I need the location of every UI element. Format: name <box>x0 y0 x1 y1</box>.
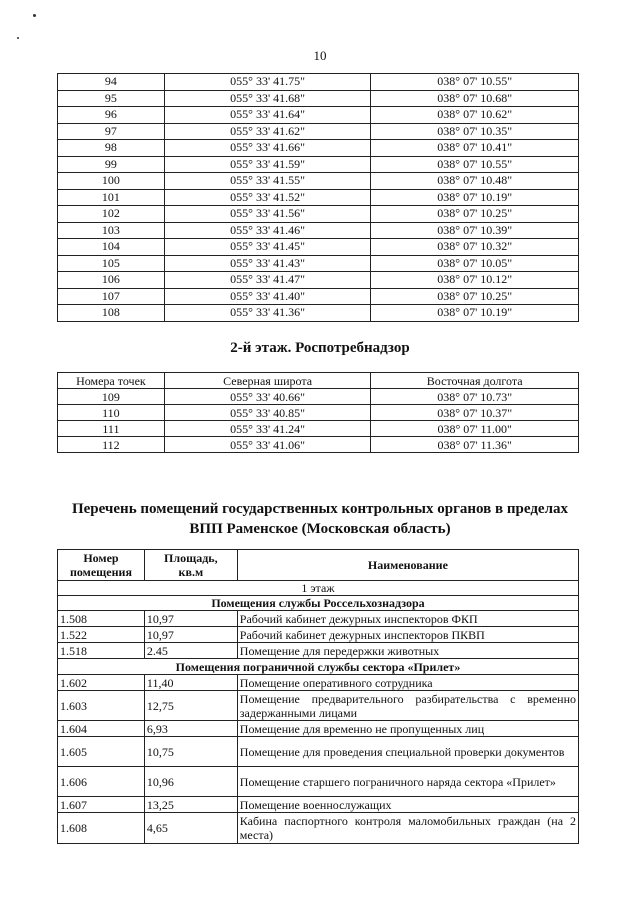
coordinates-row <box>58 173 579 190</box>
longitude-cell: 038° 07' 10.37" <box>371 405 579 421</box>
area-cell: 10,96 <box>144 767 237 797</box>
point-number-cell: 101 <box>58 189 165 206</box>
room-row <box>58 611 579 627</box>
room-row <box>58 797 579 813</box>
scan-speck <box>17 37 19 39</box>
longitude-cell: 038° 07' 10.12" <box>371 272 579 289</box>
coordinates-table-2 <box>57 372 579 453</box>
room-name-cell: Помещение старшего пограничного наряда сектора «Прилет» <box>237 767 578 797</box>
latitude-cell: 055° 33' 41.55" <box>164 173 371 190</box>
area-cell: 11,40 <box>144 675 237 691</box>
coordinates-row <box>58 206 579 223</box>
coordinates-row <box>58 272 579 289</box>
room-row <box>58 813 579 844</box>
point-number-cell: 110 <box>58 405 165 421</box>
coordinates-row <box>58 305 579 322</box>
list-title-line-1: Перечень помещений государственных контрольных органов в пределах <box>71 501 568 517</box>
area-cell: 13,25 <box>144 797 237 813</box>
coordinates-row <box>58 405 579 421</box>
longitude-cell: 038° 07' 10.62" <box>371 107 579 124</box>
point-number-cell: 112 <box>58 437 165 453</box>
point-number-cell: 103 <box>58 222 165 239</box>
point-number-cell: 95 <box>58 90 165 107</box>
room-number-cell: 1.607 <box>58 797 145 813</box>
longitude-cell: 038° 07' 10.39" <box>371 222 579 239</box>
point-number-cell: 102 <box>58 206 165 223</box>
latitude-cell: 055° 33' 41.47" <box>164 272 371 289</box>
room-name-cell: Помещение для проведения специальной проверки документов <box>237 737 578 767</box>
room-number-cell: 1.605 <box>58 737 145 767</box>
room-name-cell: Помещение для передержки животных <box>237 643 578 659</box>
page-number: 10 <box>313 48 327 63</box>
room-number-cell: 1.508 <box>58 611 145 627</box>
point-number-cell: 96 <box>58 107 165 124</box>
latitude-cell: 055° 33' 41.24" <box>164 421 371 437</box>
area-cell: 6,93 <box>144 721 237 737</box>
room-number-cell: 1.603 <box>58 691 145 721</box>
room-name-cell: Помещение для временно не пропущенных лиц <box>237 721 578 737</box>
column-header-latitude: Северная широта <box>164 373 371 389</box>
room-name-cell: Помещение военнослужащих <box>237 797 578 813</box>
latitude-cell: 055° 33' 41.62" <box>164 123 371 140</box>
coordinates-row <box>58 123 579 140</box>
room-name-cell: Рабочий кабинет дежурных инспекторов ФКП <box>237 611 578 627</box>
longitude-cell: 038° 07' 10.19" <box>371 305 579 322</box>
latitude-cell: 055° 33' 41.06" <box>164 437 371 453</box>
room-row <box>58 721 579 737</box>
area-cell: 12,75 <box>144 691 237 721</box>
area-cell: 10,97 <box>144 627 237 643</box>
longitude-cell: 038° 07' 10.41" <box>371 140 579 157</box>
latitude-cell: 055° 33' 40.85" <box>164 405 371 421</box>
longitude-cell: 038° 07' 10.55" <box>371 156 579 173</box>
latitude-cell: 055° 33' 41.46" <box>164 222 371 239</box>
floor-row: 1 этаж <box>58 581 579 596</box>
longitude-cell: 038° 07' 10.19" <box>371 189 579 206</box>
point-number-cell: 104 <box>58 239 165 256</box>
area-cell: 4,65 <box>144 813 237 844</box>
room-number-cell: 1.608 <box>58 813 145 844</box>
column-header-points: Номера точек <box>58 373 165 389</box>
room-number-cell: 1.604 <box>58 721 145 737</box>
point-number-cell: 98 <box>58 140 165 157</box>
room-number-cell: 1.518 <box>58 643 145 659</box>
latitude-cell: 055° 33' 41.56" <box>164 206 371 223</box>
latitude-cell: 055° 33' 41.45" <box>164 239 371 256</box>
latitude-cell: 055° 33' 41.36" <box>164 305 371 322</box>
latitude-cell: 055° 33' 41.52" <box>164 189 371 206</box>
coordinates-row <box>58 107 579 124</box>
header-area-line-1: Площадь, <box>164 551 218 565</box>
room-name-cell: Рабочий кабинет дежурных инспекторов ПКВП <box>237 627 578 643</box>
point-number-cell: 111 <box>58 421 165 437</box>
longitude-cell: 038° 07' 10.55" <box>371 74 579 91</box>
scan-speck <box>33 14 36 17</box>
coordinates-table-1 <box>57 73 579 322</box>
section-title-second-floor: 2-й этаж. Роспотребнадзор <box>230 340 410 356</box>
room-name-cell: Помещение предварительного разбирательства с временно задержанными лицами <box>237 691 578 721</box>
point-number-cell: 105 <box>58 255 165 272</box>
latitude-cell: 055° 33' 41.43" <box>164 255 371 272</box>
coordinates-row <box>58 140 579 157</box>
area-cell: 10,75 <box>144 737 237 767</box>
coordinates-row <box>58 288 579 305</box>
longitude-cell: 038° 07' 10.48" <box>371 173 579 190</box>
latitude-cell: 055° 33' 41.64" <box>164 107 371 124</box>
point-number-cell: 107 <box>58 288 165 305</box>
latitude-cell: 055° 33' 41.40" <box>164 288 371 305</box>
point-number-cell: 97 <box>58 123 165 140</box>
room-number-cell: 1.606 <box>58 767 145 797</box>
point-number-cell: 109 <box>58 389 165 405</box>
group-row-rosselkhoznadzor: Помещения службы Россельхознадзора <box>58 596 579 611</box>
room-number-cell: 1.522 <box>58 627 145 643</box>
longitude-cell: 038° 07' 10.68" <box>371 90 579 107</box>
room-number-cell: 1.602 <box>58 675 145 691</box>
longitude-cell: 038° 07' 10.35" <box>371 123 579 140</box>
coordinates-row <box>58 255 579 272</box>
coordinates-row <box>58 239 579 256</box>
longitude-cell: 038° 07' 10.32" <box>371 239 579 256</box>
coordinates-row <box>58 389 579 405</box>
coordinates-row <box>58 421 579 437</box>
latitude-cell: 055° 33' 41.75" <box>164 74 371 91</box>
room-row <box>58 767 579 797</box>
room-row <box>58 691 579 721</box>
room-row <box>58 737 579 767</box>
rooms-table <box>57 549 579 844</box>
list-title-line-2: ВПП Раменское (Московская область) <box>189 521 451 537</box>
coordinates-row <box>58 222 579 239</box>
room-row <box>58 627 579 643</box>
coordinates-row <box>58 189 579 206</box>
coordinates-row <box>58 437 579 453</box>
column-header-room-number <box>58 550 145 581</box>
latitude-cell: 055° 33' 40.66" <box>164 389 371 405</box>
point-number-cell: 94 <box>58 74 165 91</box>
longitude-cell: 038° 07' 10.25" <box>371 288 579 305</box>
group-row-border-service: Помещения пограничной службы сектора «Прилет» <box>58 659 579 675</box>
room-row <box>58 675 579 691</box>
room-row <box>58 643 579 659</box>
area-cell: 2.45 <box>144 643 237 659</box>
longitude-cell: 038° 07' 10.25" <box>371 206 579 223</box>
room-name-cell: Помещение оперативного сотрудника <box>237 675 578 691</box>
list-title <box>60 499 580 539</box>
column-header-longitude: Восточная долгота <box>371 373 579 389</box>
point-number-cell: 100 <box>58 173 165 190</box>
header-room-number-line-2: помещения <box>69 565 132 579</box>
latitude-cell: 055° 33' 41.66" <box>164 140 371 157</box>
latitude-cell: 055° 33' 41.59" <box>164 156 371 173</box>
header-room-number-line-1: Номер <box>83 551 119 565</box>
longitude-cell: 038° 07' 10.73" <box>371 389 579 405</box>
coordinates-row <box>58 156 579 173</box>
longitude-cell: 038° 07' 10.05" <box>371 255 579 272</box>
column-header-name: Наименование <box>237 550 578 581</box>
header-area-line-2: кв.м <box>178 565 204 579</box>
point-number-cell: 106 <box>58 272 165 289</box>
point-number-cell: 108 <box>58 305 165 322</box>
room-name-cell: Кабина паспортного контроля маломобильных граждан (на 2 места) <box>237 813 578 844</box>
coordinates-row <box>58 74 579 91</box>
area-cell: 10,97 <box>144 611 237 627</box>
longitude-cell: 038° 07' 11.00" <box>371 421 579 437</box>
latitude-cell: 055° 33' 41.68" <box>164 90 371 107</box>
column-header-area <box>144 550 237 581</box>
point-number-cell: 99 <box>58 156 165 173</box>
longitude-cell: 038° 07' 11.36" <box>371 437 579 453</box>
coordinates-row <box>58 90 579 107</box>
